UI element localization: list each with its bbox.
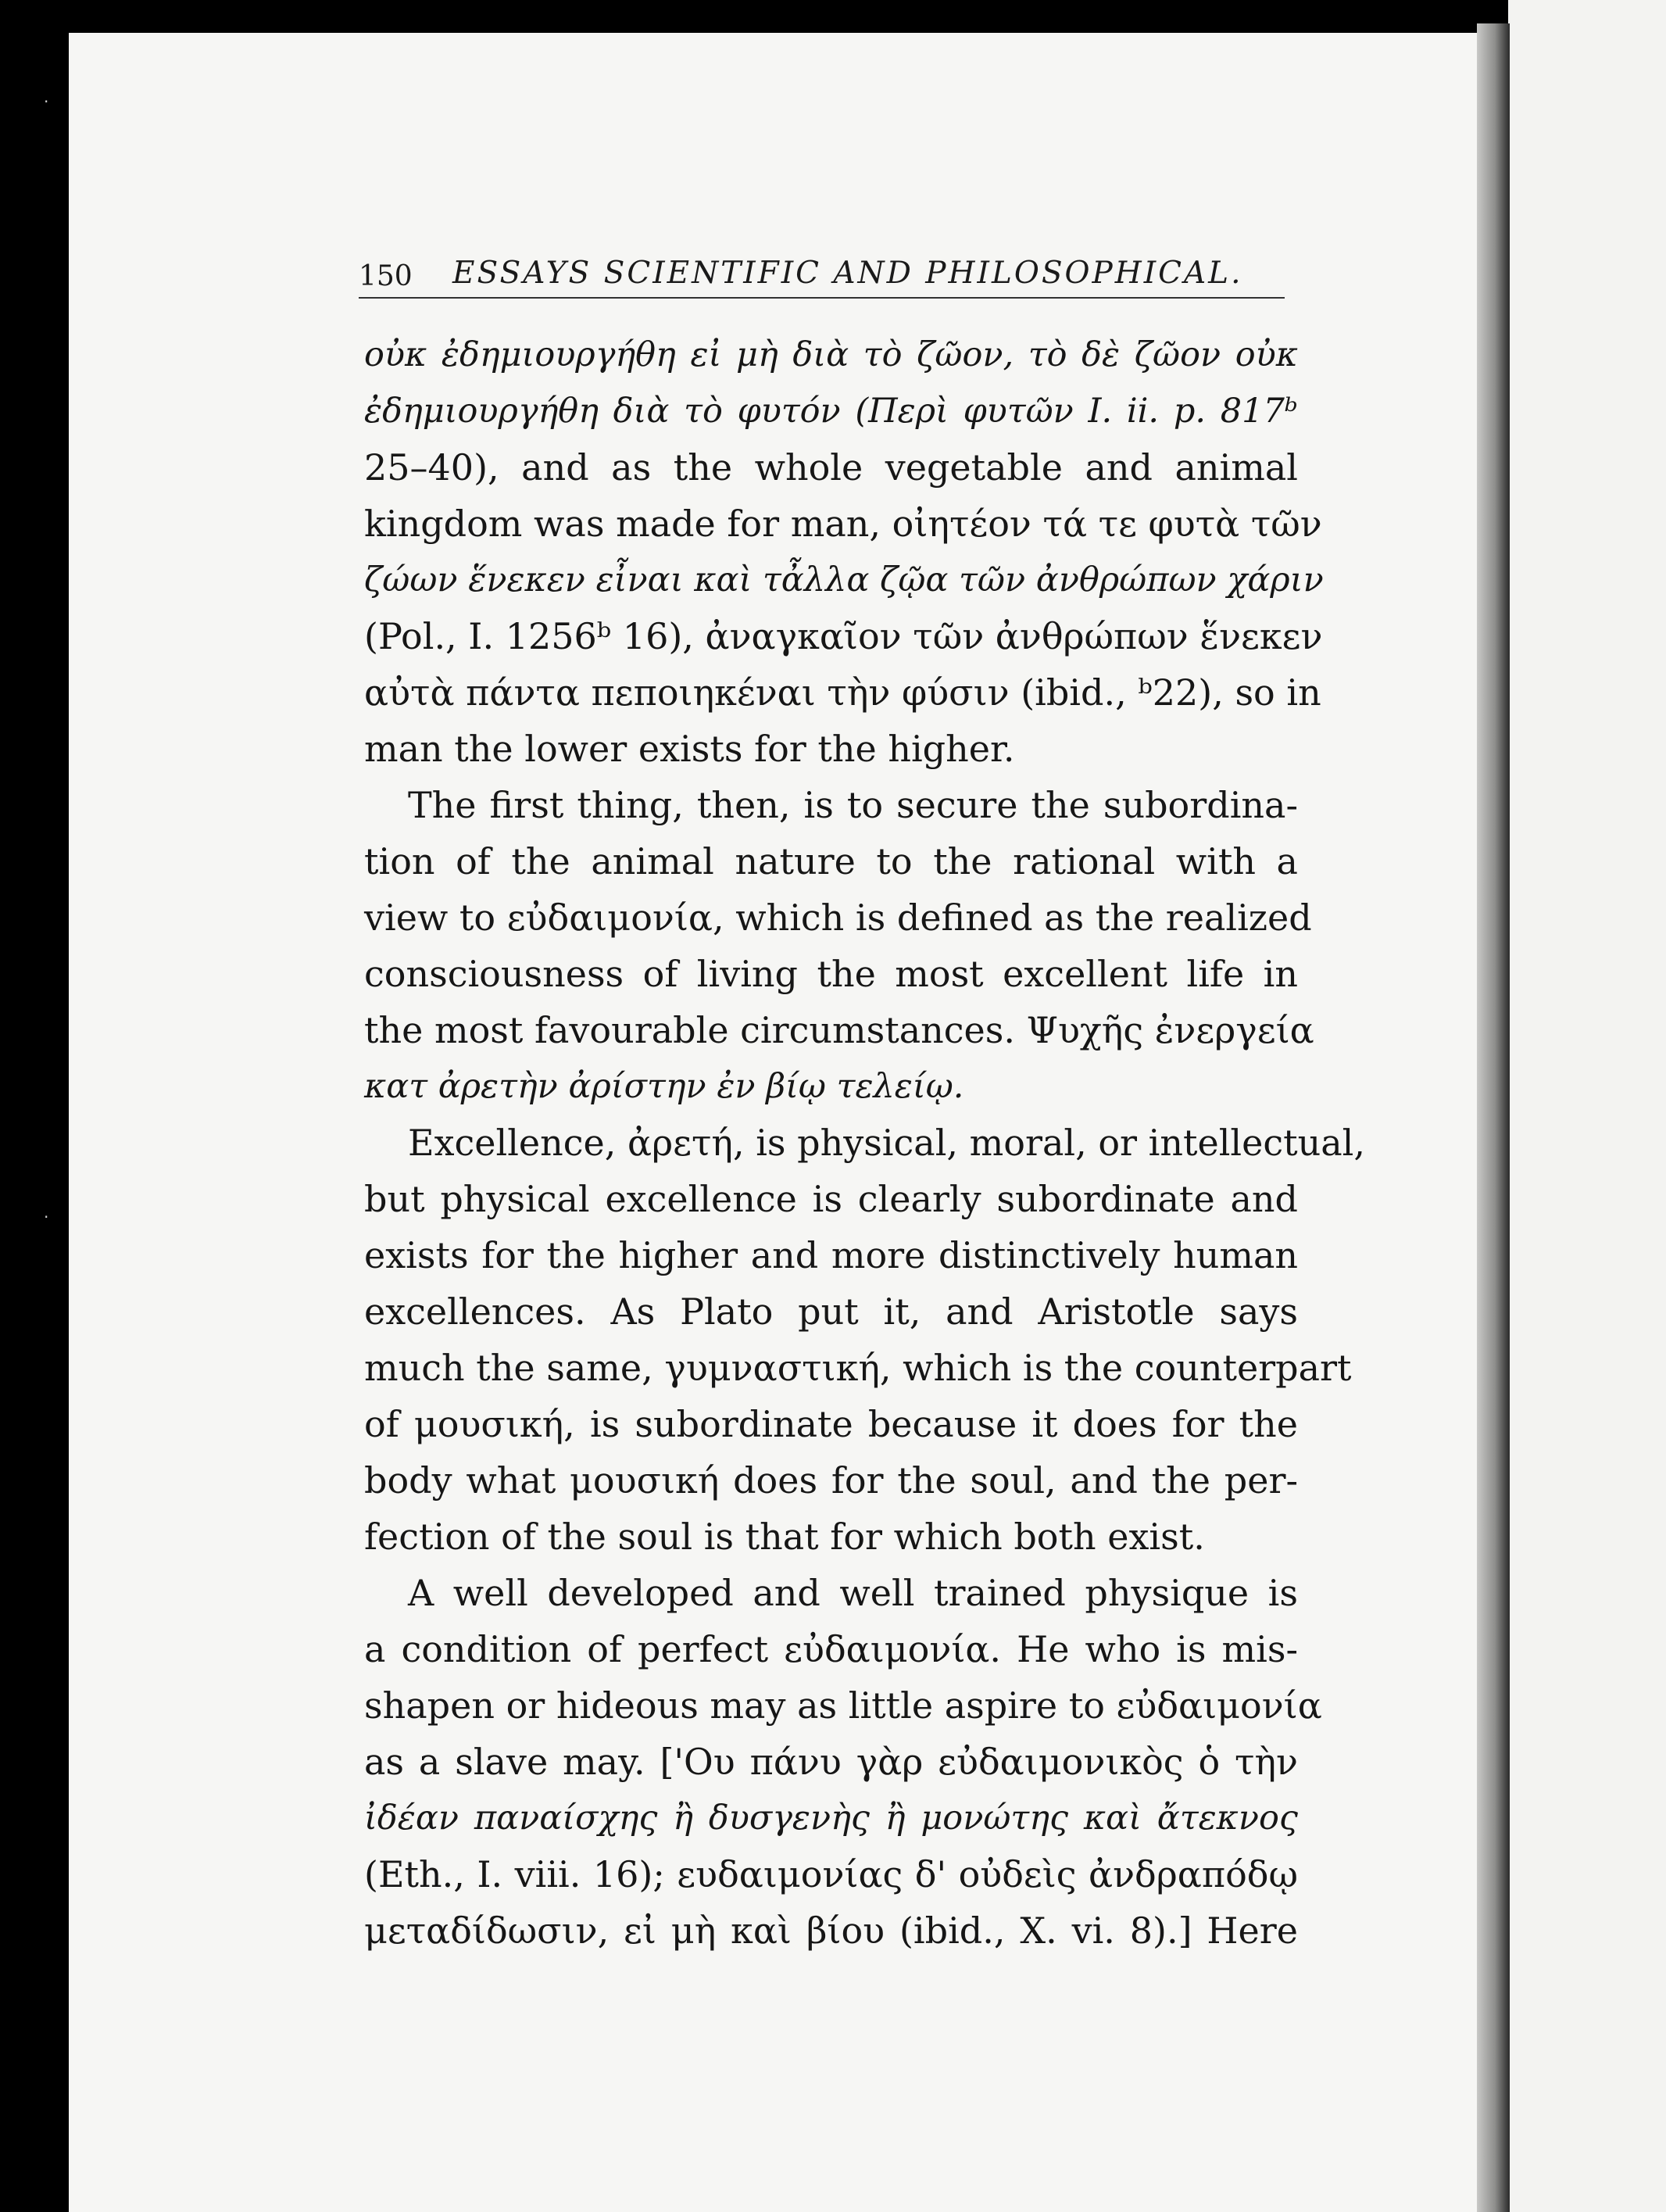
text-line: ζώων ἕνεκεν εἶναι καὶ τἆλλα ζῷα τῶν ἀνθρώπων χάριν bbox=[364, 560, 1324, 600]
scan-speck: · bbox=[44, 1208, 49, 1226]
paragraph-start: Excellence, ἀρετή, is physical, moral, or intellectual, bbox=[408, 1122, 1365, 1164]
facing-page-edge bbox=[1508, 0, 1666, 2212]
header-rule bbox=[359, 297, 1285, 299]
text-line: οὐκ ἐδημιουργήθη εἰ μὴ διὰ τὸ ζῶον, τὸ δὲ ζῶον οὐκ bbox=[364, 335, 1298, 374]
page-body bbox=[364, 327, 1365, 1959]
binding-gutter bbox=[1477, 23, 1510, 2212]
text-line: ἰδέαν παναίσχης ἢ δυσγενὴς ἢ μονώτης καὶ ἄτεκνος bbox=[364, 1799, 1298, 1838]
page-header bbox=[359, 245, 1285, 293]
page-number: 150 bbox=[359, 260, 413, 292]
text-line: 25–40), and as the whole vegetable and animal bbox=[364, 446, 1298, 489]
text-line: fection of the soul is that for which both exist. bbox=[364, 1516, 1205, 1558]
text-line: shapen or hideous may as little aspire to εὐδαιμονία bbox=[364, 1684, 1322, 1727]
text-line: κατ ἀρετὴν ἀρίστην ἐν βίῳ τελείῳ. bbox=[364, 1067, 964, 1106]
text-line: view to εὐδαιμονία, which is defined as the realized bbox=[364, 897, 1312, 939]
text-line: kingdom was made for man, οἰητέον τά τε φυτὰ τῶν bbox=[364, 503, 1322, 545]
text-line: exists for the higher and more distinctively human bbox=[364, 1234, 1298, 1276]
text-line: of μουσική, is subordinate because it does for the bbox=[364, 1403, 1298, 1445]
running-head: ESSAYS SCIENTIFIC AND PHILOSOPHICAL. bbox=[452, 256, 1243, 291]
paragraph-start: A well developed and well trained physique is bbox=[408, 1572, 1298, 1614]
text-line: αὐτὰ πάντα πεποιηκέναι τὴν φύσιν (ibid., ᵇ22), so in bbox=[364, 671, 1321, 714]
text-line: as a slave may. ['Ου πάνυ γὰρ εὐδαιμονικὸς ὁ τὴν bbox=[364, 1741, 1298, 1783]
text-line: the most favourable circumstances. Ψυχῆς ἐνεργεία bbox=[364, 1009, 1314, 1051]
text-line: much the same, γυμναστική, which is the counterpart bbox=[364, 1347, 1352, 1389]
text-line: a condition of perfect εὐδαιμονία. He who is mis- bbox=[364, 1628, 1298, 1670]
text-line: consciousness of living the most excellent life in bbox=[364, 953, 1298, 995]
scan-speck: · bbox=[44, 92, 49, 111]
paragraph-start: The first thing, then, is to secure the subordina- bbox=[408, 784, 1298, 826]
text-line: ἐδημιουργήθη διὰ τὸ φυτόν (Περὶ φυτῶν I. ii. p. 817ᵇ bbox=[364, 392, 1298, 431]
text-line: μεταδίδωσιν, εἰ μὴ καὶ βίου (ibid., X. vi. 8).] Here bbox=[364, 1910, 1298, 1952]
text-line: body what μουσική does for the soul, and the per- bbox=[364, 1459, 1298, 1502]
text-line: (Pol., I. 1256ᵇ 16), ἀναγκαῖον τῶν ἀνθρώπων ἕνεκεν bbox=[364, 615, 1323, 657]
text-line: man the lower exists for the higher. bbox=[364, 728, 1015, 770]
text-line: excellences. As Plato put it, and Aristotle says bbox=[364, 1290, 1298, 1333]
text-line: (Eth., I. viii. 16); ευδαιμονίας δ' οὐδεὶς ἀνδραπόδῳ bbox=[364, 1853, 1298, 1895]
text-line: but physical excellence is clearly subordinate and bbox=[364, 1178, 1298, 1220]
text-line: tion of the animal nature to the rational with a bbox=[364, 840, 1298, 882]
